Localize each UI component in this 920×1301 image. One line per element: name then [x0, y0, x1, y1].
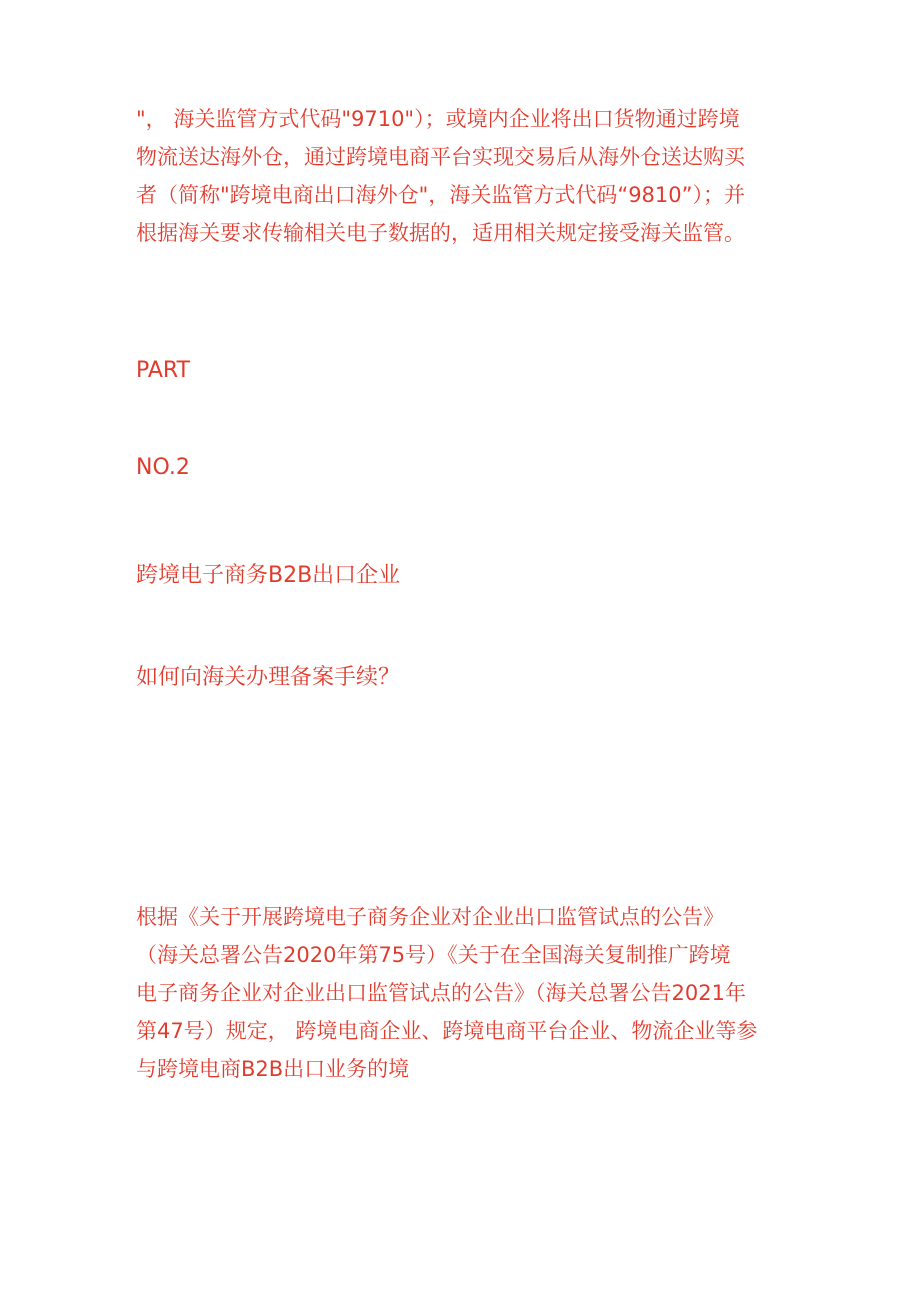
- paragraph-line: 电子商务企业对企业出口监管试点的公告》（海关总署公告2021年: [136, 981, 746, 1005]
- paragraph-line: （海关总署公告2020年第75号）《关于在全国海关复制推广跨境: [136, 943, 731, 967]
- body-paragraph: [136, 898, 786, 1088]
- paragraph-line: 与跨境电商B2B出口业务的境: [136, 1057, 410, 1081]
- part-number: NO.2: [136, 455, 190, 480]
- intro-paragraph: [136, 100, 786, 252]
- paragraph-line: 根据《关于开展跨境电子商务企业对企业出口监管试点的公告》: [136, 905, 724, 929]
- paragraph-line: 物流送达海外仓，通过跨境电商平台实现交易后从海外仓送达购买: [136, 145, 745, 169]
- paragraph-line: 者（简称"跨境电商出口海外仓"，海关监管方式代码“9810”）；并: [136, 183, 746, 207]
- section-question: 如何向海关办理备案手续？: [136, 665, 401, 690]
- paragraph-line: 第47号）规定， 跨境电商企业、跨境电商平台企业、物流企业等参: [136, 1019, 758, 1043]
- part-label: PART: [136, 358, 191, 383]
- paragraph-line: "， 海关监管方式代码"9710"）；或境内企业将出口货物通过跨境: [136, 107, 740, 131]
- section-title: 跨境电子商务B2B出口企业: [136, 563, 401, 588]
- paragraph-line: 根据海关要求传输相关电子数据的，适用相关规定接受海关监管。: [136, 221, 745, 245]
